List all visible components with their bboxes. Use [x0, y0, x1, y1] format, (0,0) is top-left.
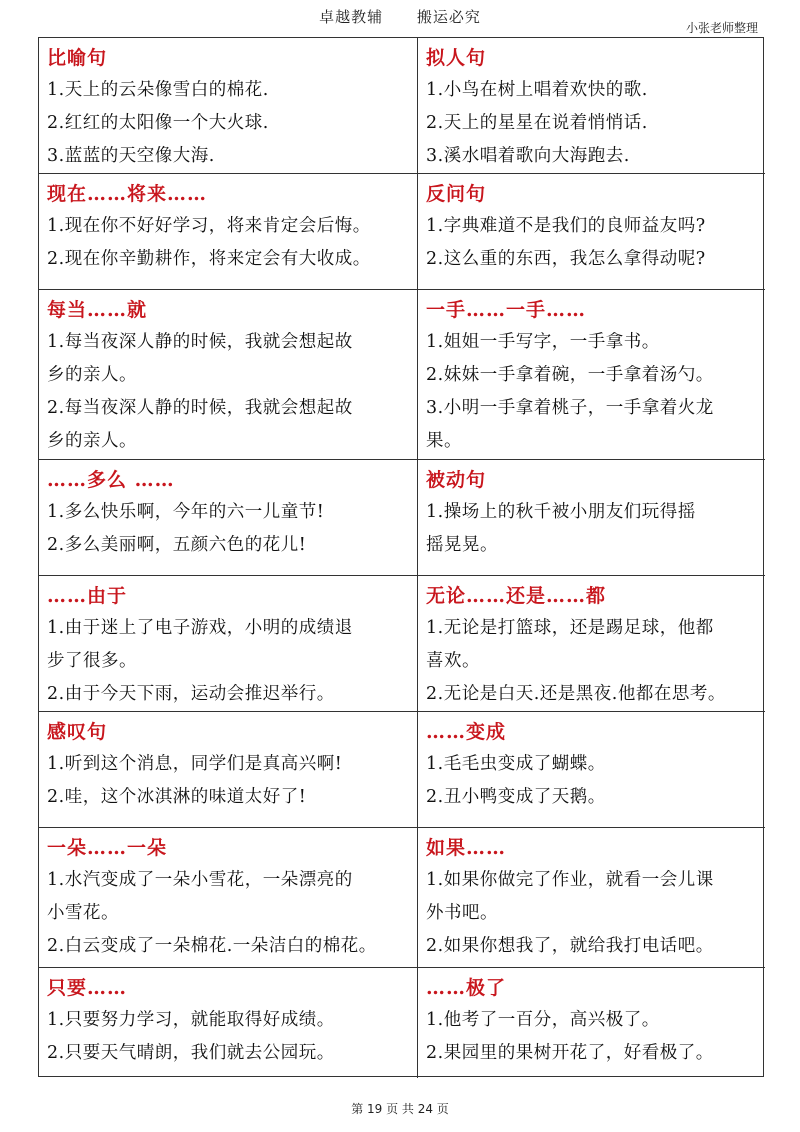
table-cell: [39, 460, 418, 576]
example-sentence: 2.由于今天下雨，运动会推迟举行。: [47, 684, 335, 704]
example-sentence: 步了很多。: [47, 651, 137, 671]
table-cell: [418, 460, 765, 576]
example-sentence: 1.每当夜深人静的时候，我就会想起故: [47, 332, 353, 352]
example-sentence: 1.只要努力学习，就能取得好成绩。: [47, 1010, 335, 1030]
example-sentence: 1.小鸟在树上唱着欢快的歌.: [426, 80, 648, 100]
example-sentence: 1.字典难道不是我们的良师益友吗?: [426, 216, 706, 236]
example-sentence: 喜欢。: [426, 651, 480, 671]
example-sentence: 2.无论是白天.还是黑夜.他都在思考。: [426, 684, 726, 704]
example-sentence: 果。: [426, 431, 462, 451]
table-cell: [39, 174, 418, 290]
sentence-pattern-table: [38, 37, 764, 1077]
example-sentence: 2.哇，这个冰淇淋的味道太好了!: [47, 787, 307, 807]
example-sentence: 2.白云变成了一朵棉花.一朵洁白的棉花。: [47, 936, 377, 956]
cell-title: ……多么 ……: [47, 469, 175, 491]
cell-title: 每当……就: [47, 299, 148, 321]
example-sentence: 1.听到这个消息，同学们是真高兴啊!: [47, 754, 343, 774]
example-sentence: 2.果园里的果树开花了，好看极了。: [426, 1043, 714, 1063]
example-sentence: 2.每当夜深人静的时候，我就会想起故: [47, 398, 353, 418]
table-cell: [39, 38, 418, 174]
example-sentence: 1.水汽变成了一朵小雪花，一朵漂亮的: [47, 870, 353, 890]
table-cell: [418, 828, 765, 968]
cell-title: 被动句: [426, 469, 487, 491]
cell-title: 无论……还是……都: [426, 585, 607, 607]
cell-title: 反问句: [426, 183, 487, 205]
example-sentence: 3.小明一手拿着桃子，一手拿着火龙: [426, 398, 714, 418]
example-sentence: 1.现在你不好好学习，将来肯定会后悔。: [47, 216, 371, 236]
cell-title: 只要……: [47, 977, 128, 999]
example-sentence: 1.无论是打篮球，还是踢足球，他都: [426, 618, 714, 638]
cell-title: ……由于: [47, 585, 128, 607]
example-sentence: 1.操场上的秋千被小朋友们玩得摇: [426, 502, 696, 522]
cell-title: 感叹句: [47, 721, 108, 743]
example-sentence: 摇晃晃。: [426, 535, 498, 555]
example-sentence: 2.多么美丽啊，五颜六色的花儿!: [47, 535, 307, 555]
example-sentence: 1.如果你做完了作业，就看一会儿课: [426, 870, 714, 890]
example-sentence: 1.由于迷上了电子游戏，小明的成绩退: [47, 618, 353, 638]
cell-title: 现在……将来……: [47, 183, 208, 205]
example-sentence: 乡的亲人。: [47, 431, 137, 451]
table-cell: [39, 712, 418, 828]
table-cell: [418, 712, 765, 828]
example-sentence: 3.蓝蓝的天空像大海.: [47, 146, 215, 166]
cell-title: ……变成: [426, 721, 507, 743]
cell-title: 比喻句: [47, 47, 108, 69]
cell-title: ……极了: [426, 977, 507, 999]
example-sentence: 2.妹妹一手拿着碗，一手拿着汤勺。: [426, 365, 714, 385]
header-right-text: 搬运必究: [416, 8, 481, 26]
table-cell: [39, 828, 418, 968]
example-sentence: 2.只要天气晴朗，我们就去公园玩。: [47, 1043, 335, 1063]
table-cell: [39, 968, 418, 1078]
cell-title: 一朵……一朵: [47, 837, 168, 859]
cell-title: 如果……: [426, 837, 507, 859]
example-sentence: 1.他考了一百分，高兴极了。: [426, 1010, 660, 1030]
example-sentence: 外书吧。: [426, 903, 498, 923]
example-sentence: 1.毛毛虫变成了蝴蝶。: [426, 754, 606, 774]
table-cell: [418, 576, 765, 712]
example-sentence: 2.现在你辛勤耕作，将来定会有大收成。: [47, 249, 371, 269]
table-cell: [418, 968, 765, 1078]
example-sentence: 乡的亲人。: [47, 365, 137, 385]
example-sentence: 1.多么快乐啊，今年的六一儿童节!: [47, 502, 325, 522]
cell-title: 一手……一手……: [426, 299, 587, 321]
table-cell: [39, 290, 418, 460]
example-sentence: 3.溪水唱着歌向大海跑去.: [426, 146, 630, 166]
example-sentence: 小雪花。: [47, 903, 119, 923]
table-cell: [418, 38, 765, 174]
table-cell: [418, 290, 765, 460]
example-sentence: 2.这么重的东西，我怎么拿得动呢?: [426, 249, 706, 269]
example-sentence: 1.天上的云朵像雪白的棉花.: [47, 80, 269, 100]
example-sentence: 2.如果你想我了，就给我打电话吧。: [426, 936, 714, 956]
page-number: 第 19 页 共 24 页: [351, 1102, 449, 1116]
example-sentence: 2.红红的太阳像一个大火球.: [47, 113, 269, 133]
cell-title: 拟人句: [426, 47, 487, 69]
page-header: [0, 6, 800, 27]
table-cell: [418, 174, 765, 290]
example-sentence: 1.姐姐一手写字，一手拿书。: [426, 332, 660, 352]
header-left-text: 卓越教辅: [319, 8, 384, 26]
header-corner-text: 小张老师整理: [685, 21, 758, 35]
example-sentence: 2.天上的星星在说着悄悄话.: [426, 113, 648, 133]
example-sentence: 2.丑小鸭变成了天鹅。: [426, 787, 606, 807]
table-cell: [39, 576, 418, 712]
